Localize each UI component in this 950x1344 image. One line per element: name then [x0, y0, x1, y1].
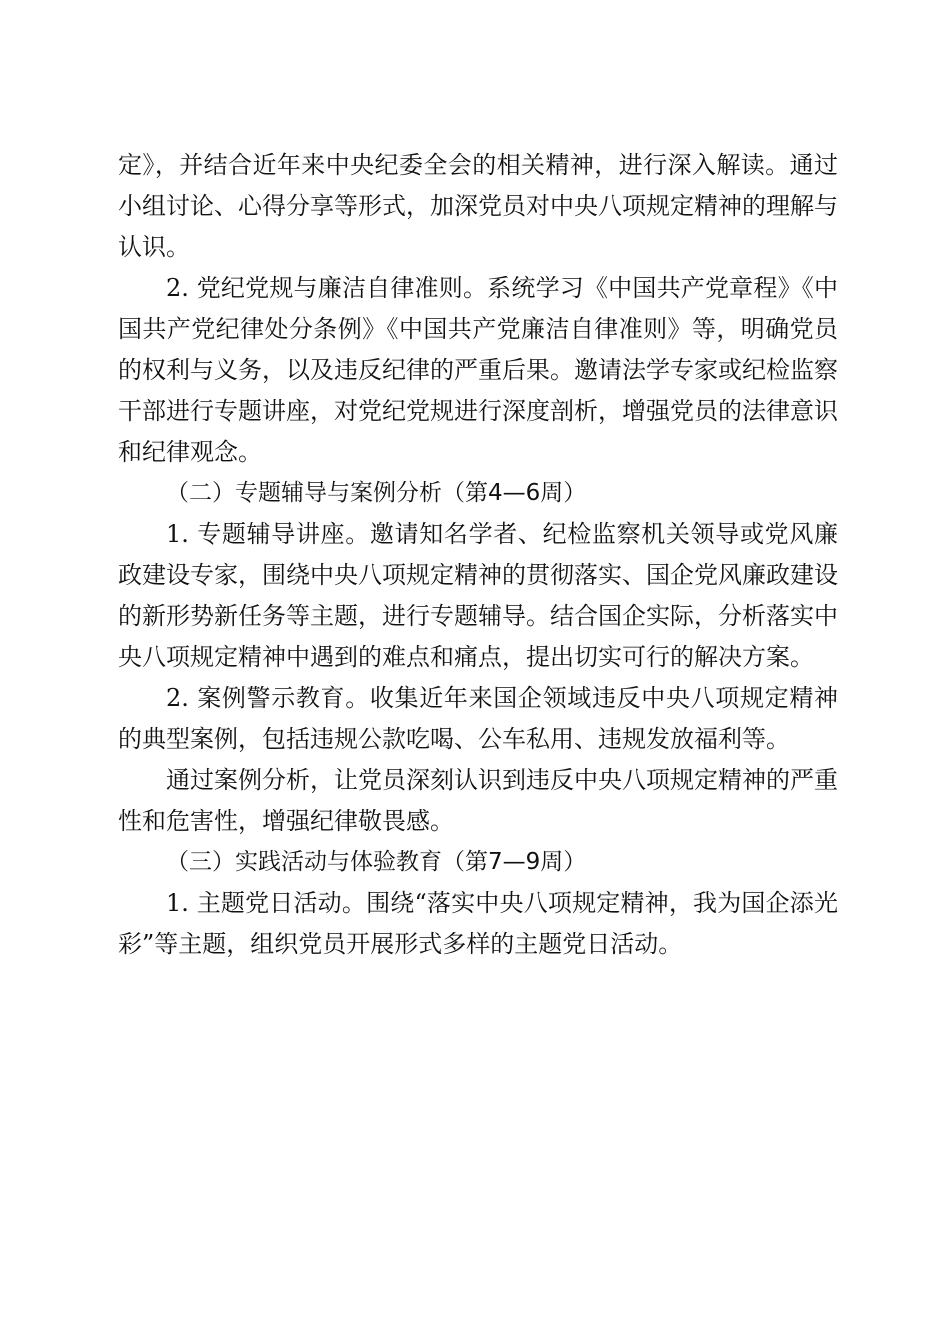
paragraph-party-rules: 2. 党纪党规与廉洁自律准则。系统学习《中国共产党章程》《中国共产党纪律处分条例》《中国共产党廉洁自律准则》等，明确党员的权利与义务，以及违反纪律的严重后果。邀请法学专家或纪检监察干部进行专题讲座，对党纪党规进行深度剖析，增强党员的法律意识和纪律观念。: [118, 274, 838, 466]
section-heading-2: （二）专题辅导与案例分析（第4—6周）: [166, 480, 587, 506]
paragraph-continuation: 定》，并结合近年来中央纪委全会的相关精神，进行深入解读。通过小组讨论、心得分享等形式，加深党员对中央八项规定精神的理解与认识。: [118, 151, 838, 261]
paragraph-special-lecture: 1. 专题辅导讲座。邀请知名学者、纪检监察机关领导或党风廉政建设专家，围绕中央八项规定精神的贯彻落实、国企党风廉政建设的新形势新任务等主题，进行专题辅导。结合国企实际，分析落实中央八项规定精神中遇到的难点和痛点，提出切实可行的解决方案。: [118, 520, 838, 671]
paragraph-case-analysis: 通过案例分析，让党员深刻认识到违反中央八项规定精神的严重性和危害性，增强纪律敬畏感。: [118, 766, 838, 835]
section-heading-3: （三）实践活动与体验教育（第7—9周）: [166, 849, 587, 875]
document-body: [118, 145, 838, 965]
paragraph-case-warning: 2. 案例警示教育。收集近年来国企领域违反中央八项规定精神的典型案例，包括违规公款吃喝、公车私用、违规发放福利等。: [118, 684, 838, 753]
paragraph-party-day: 1. 主题党日活动。围绕“落实中央八项规定精神，我为国企添光彩”等主题，组织党员开展形式多样的主题党日活动。: [118, 889, 838, 958]
